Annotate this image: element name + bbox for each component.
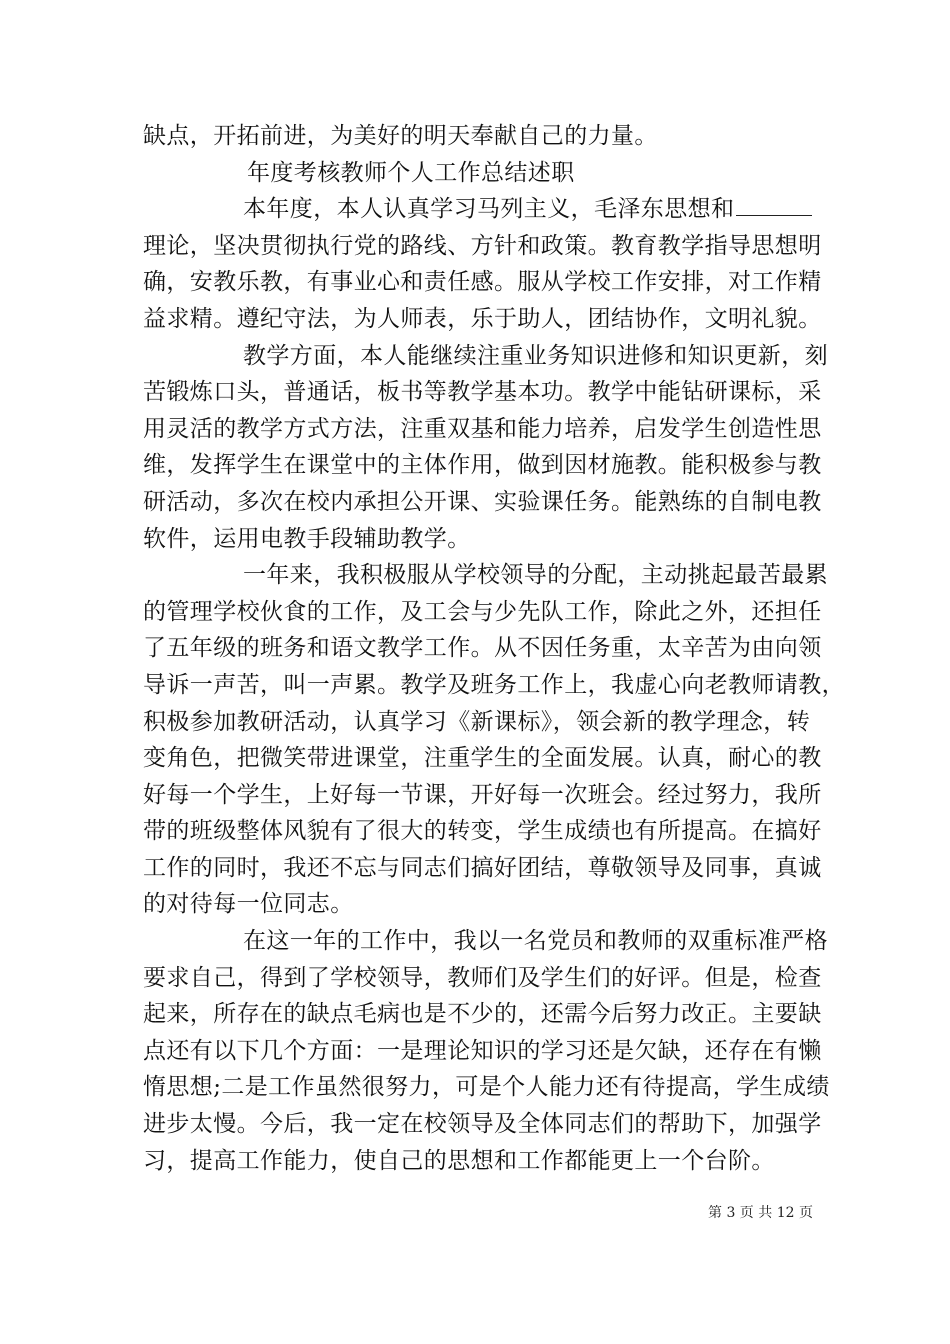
paragraph-start-line: 教学方面，本人能继续注重业务知识进修和知识更新，刻 — [243, 342, 828, 369]
text-line: 积极参加教研活动，认真学习《新课标》，领会新的教学理念，转 — [143, 708, 811, 735]
page-number: 第 3 页 共 12 页 — [708, 1205, 813, 1221]
text-line: 要求自己，得到了学校领导，教师们及学生们的好评。但是，检查 — [143, 964, 822, 991]
document-body — [143, 118, 845, 1179]
text-line: 带的班级整体风貌有了很大的转变，学生成绩也有所提高。在搞好 — [143, 818, 822, 845]
text-line: 益求精。遵纪守法，为人师表，乐于助人，团结协作，文明礼貌。 — [143, 305, 822, 332]
text-line-with-blank — [143, 191, 815, 228]
paragraph-start-line: 在这一年的工作中，我以一名党员和教师的双重标准严格 — [243, 928, 828, 955]
text-line: 进步太慢。今后，我一定在校领导及全体同志们的帮助下，加强学 — [143, 1111, 822, 1138]
text-line: 好每一个学生，上好每一节课，开好每一次班会。经过努力，我所 — [143, 781, 822, 808]
fill-in-blank — [736, 191, 812, 216]
text-line: 维，发挥学生在课堂中的主体作用，做到因材施教。能积极参与教 — [143, 452, 822, 479]
text-line: 用灵活的教学方式方法，注重双基和能力培养，启发学生创造性思 — [143, 415, 822, 442]
text-line: 缺点，开拓前进，为美好的明天奉献自己的力量。 — [143, 123, 658, 149]
text-line: 点还有以下几个方面：一是理论知识的学习还是欠缺，还存在有懒 — [143, 1037, 822, 1064]
text-line: 导诉一声苦，叫一声累。教学及班务工作上，我虚心向老教师请教， — [143, 671, 845, 698]
text-line: 惰思想;二是工作虽然很努力，可是个人能力还有待提高，学生成绩 — [143, 1074, 830, 1101]
text-line: 了五年级的班务和语文教学工作。从不因任务重，太辛苦为由向领 — [143, 635, 822, 662]
text-line: 的管理学校伙食的工作，及工会与少先队工作，除此之外，还担任 — [143, 598, 822, 625]
text-line: 软件，运用电教手段辅助教学。 — [143, 525, 471, 552]
text-line: 研活动，多次在校内承担公开课、实验课任务。能熟练的自制电教 — [143, 488, 822, 515]
text-line: 确，安教乐教，有事业心和责任感。服从学校工作安排，对工作精 — [143, 269, 822, 296]
text-line: 变角色，把微笑带进课堂，注重学生的全面发展。认真，耐心的教 — [143, 745, 822, 772]
text-line: 起来，所存在的缺点毛病也是不少的，还需今后努力改正。主要缺 — [143, 1001, 822, 1028]
paragraph-start-line: 一年来，我积极服从学校领导的分配，主动挑起最苦最累 — [243, 562, 828, 589]
text-line: 苦锻炼口头，普通话，板书等教学基本功。教学中能钻研课标，采 — [143, 379, 822, 406]
text-line: 的对待每一位同志。 — [143, 891, 354, 918]
text-line: 理论，坚决贯彻执行党的路线、方针和政策。教育教学指导思想明 — [143, 232, 822, 259]
text-line: 习，提高工作能力，使自己的思想和工作都能更上一个台阶。 — [143, 1147, 775, 1174]
text-fragment: 本年度，本人认真学习马列主义，毛泽东思想和 — [243, 196, 735, 223]
section-title: 年度考核教师个人工作总结述职 — [247, 159, 575, 186]
text-line: 工作的同时，我还不忘与同志们搞好团结，尊敬领导及同事，真诚 — [143, 854, 822, 881]
